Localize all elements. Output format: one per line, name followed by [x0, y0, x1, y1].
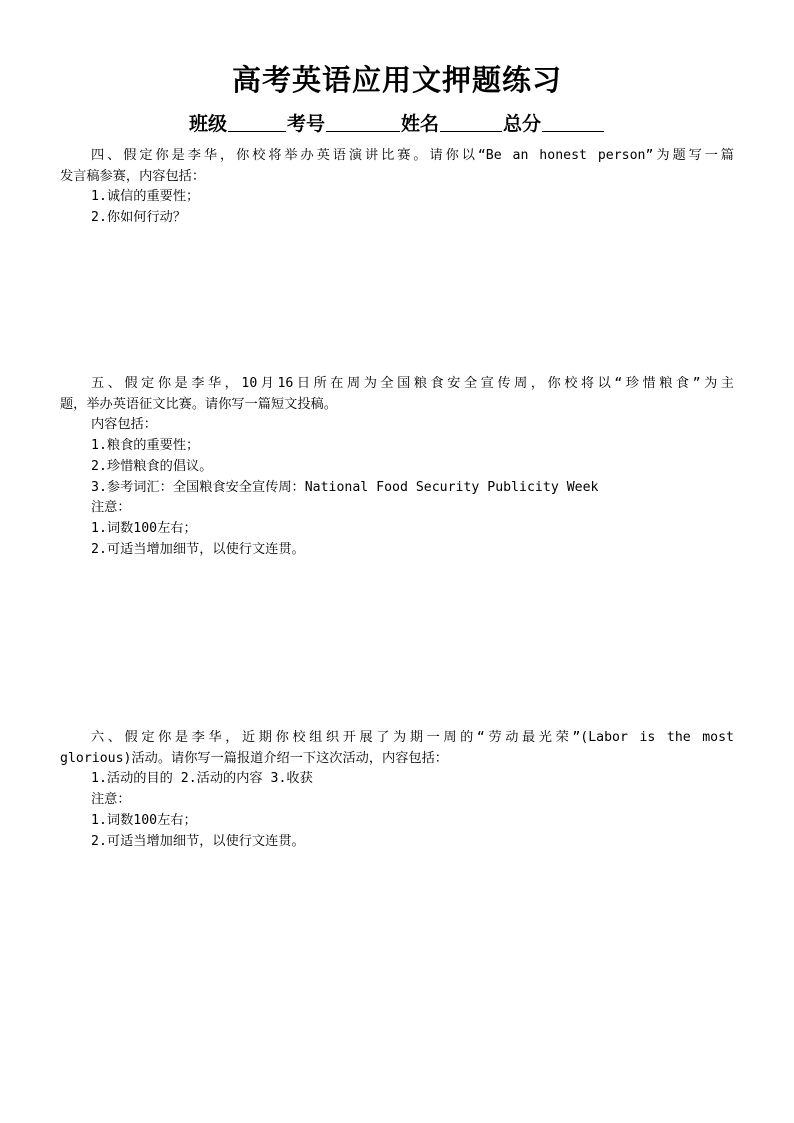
question-5: [60, 374, 734, 560]
exam-number-label: 考号: [286, 113, 325, 135]
question-4: [60, 146, 734, 229]
question-5-line: 2.珍惜粮食的倡议。: [91, 458, 213, 474]
question-5-line: 五、假定你是李华，10月16日所在周为全国粮食安全宣传周，你校将以“珍惜粮食”为主: [91, 376, 734, 391]
question-5-line: 1.粮食的重要性；: [91, 438, 200, 454]
question-4-line: 发言稿参赛，内容包括：: [60, 168, 206, 184]
class-blank: [228, 113, 286, 132]
question-5-line: 2.可适当增加细节，以使行文连贯。: [91, 541, 305, 557]
question-6-line: 1.词数100左右；: [91, 812, 197, 828]
question-6-line: 六、假定你是李华，近期你校组织开展了为期一周的“劳动最光荣”(Labor is the most: [91, 730, 734, 745]
question-4-line: 2.你如何行动？: [91, 210, 187, 226]
question-5-line: 注意：: [91, 500, 131, 516]
question-4-line: 四、假定你是李华，你校将举办英语演讲比赛。请你以“Be an honest person”为题写一篇: [91, 148, 734, 163]
class-label: 班级: [188, 113, 227, 135]
question-6-line: glorious)活动。请你写一篇报道介绍一下这次活动，内容包括：: [60, 750, 448, 766]
name-label: 姓名: [401, 113, 440, 135]
question-6: [60, 728, 734, 852]
student-info-line: [0, 110, 794, 138]
score-blank: [542, 113, 604, 132]
exam-number-blank: [326, 113, 400, 132]
question-5-line: 1.词数100左右；: [91, 520, 197, 536]
score-label: 总分: [503, 113, 542, 135]
question-5-line: 3.参考词汇：全国粮食安全宣传周：National Food Security Publicity Week: [91, 479, 599, 495]
question-5-line: 题，举办英语征文比赛。请你写一篇短文投稿。: [60, 396, 337, 412]
question-5-line: 内容包括：: [91, 417, 157, 433]
name-blank: [440, 113, 502, 132]
question-4-line: 1.诚信的重要性；: [91, 189, 200, 205]
question-6-line: 1.活动的目的 2.活动的内容 3.收获: [91, 771, 313, 787]
question-6-line: 2.可适当增加细节，以使行文连贯。: [91, 833, 305, 849]
page-title: 高考英语应用文押题练习: [231, 63, 562, 97]
question-6-line: 注意：: [91, 792, 131, 808]
